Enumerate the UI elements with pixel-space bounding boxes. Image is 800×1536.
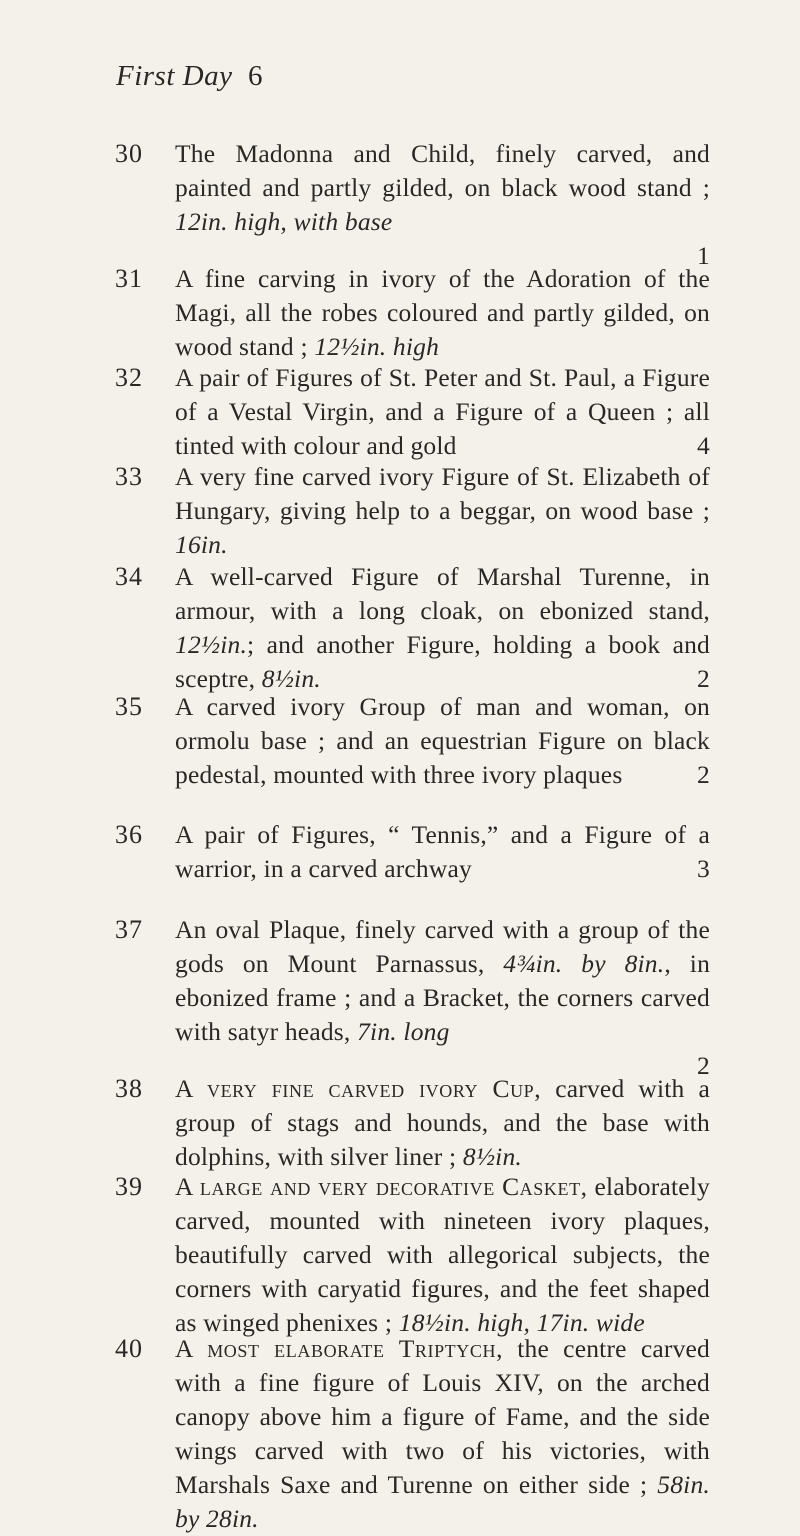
lot-number: 38 bbox=[115, 1074, 143, 1103]
lot-dimensions: 8½in. bbox=[261, 664, 321, 693]
lot-number: 31 bbox=[115, 264, 143, 293]
lot-text: carved with a group of stags and hounds, and the base with dolphins, with silver liner ; bbox=[175, 1074, 711, 1171]
lot-text: the centre carved with a fine figure of Louis XIV, on the arched canopy above him a figure of Fame, and the side wings carved with two of his victories, with Marshals Saxe and Turenne on either side ; bbox=[175, 1334, 710, 1499]
lot-dimensions: 18½in. high, 17in. wide bbox=[398, 1308, 645, 1337]
lot-text: ; and another Figure, holding a book and sceptre, bbox=[175, 630, 710, 693]
lot-description bbox=[175, 560, 710, 696]
lot-description bbox=[175, 137, 710, 273]
lot-text: The Madonna and Child, finely carved, and painted and partly gilded, on black wood stand ; bbox=[175, 139, 710, 202]
lot-quantity: 4 bbox=[697, 431, 710, 460]
lot-number: 33 bbox=[115, 462, 143, 491]
running-head bbox=[116, 60, 263, 93]
page-number: 6 bbox=[248, 60, 263, 92]
lot-description bbox=[175, 262, 710, 364]
lot-number: 34 bbox=[115, 562, 143, 591]
lot-quantity: 2 bbox=[697, 1051, 710, 1080]
lot-dimensions: 12½in. high bbox=[314, 332, 440, 361]
lot-description bbox=[175, 1072, 710, 1174]
lot-quantity: 2 bbox=[697, 664, 710, 693]
lot-dimensions: 12½in. bbox=[175, 630, 248, 659]
lot-heading: A very fine carved ivory Cup, bbox=[175, 1074, 542, 1103]
lot-number: 35 bbox=[115, 692, 143, 721]
lot-description bbox=[175, 818, 710, 886]
lot-dimensions: 7in. long bbox=[357, 1017, 450, 1046]
lot-quantity: 1 bbox=[697, 241, 710, 270]
lot-dimensions: 12in. high, with base bbox=[175, 207, 393, 236]
lot-description bbox=[175, 690, 710, 792]
lot-dimensions: 4¾in. by 8in. bbox=[503, 949, 665, 978]
lot-heading: A large and very decorative Casket, bbox=[175, 1172, 588, 1201]
lot-number: 37 bbox=[115, 915, 143, 944]
lot-dimensions: 58in. by 28in. bbox=[175, 1470, 710, 1533]
lot-dimensions: 8½in. bbox=[462, 1142, 522, 1171]
lot-text: A pair of Figures of St. Peter and St. Paul, a Figure of a Vestal Virgin, and a Figure of a Queen ; all tinted with colour and gold bbox=[175, 363, 710, 460]
lot-dimensions: 16in. bbox=[175, 530, 228, 559]
lot-heading: A most elaborate Triptych, bbox=[175, 1334, 504, 1363]
lot-description bbox=[175, 1332, 710, 1536]
lot-text: elaborately carved, mounted with nineteen ivory plaques, beautifully carved with allegorical subjects, the corners with caryatid figures, and the feet shaped as winged phenixes ; bbox=[175, 1172, 710, 1337]
lot-text: An oval Plaque, finely carved with a group of the gods on Mount Parnassus, bbox=[175, 915, 710, 978]
day-title: First Day bbox=[116, 60, 233, 92]
lot-description bbox=[175, 1170, 710, 1340]
lot-text: A pair of Figures, “ Tennis,” and a Figure of a warrior, in a carved archway bbox=[175, 820, 710, 883]
lot-description bbox=[175, 460, 710, 562]
lot-number: 32 bbox=[115, 363, 143, 392]
lot-description bbox=[175, 913, 710, 1083]
lot-text: A very fine carved ivory Figure of St. Elizabeth of Hungary, giving help to a beggar, on wood base ; bbox=[175, 462, 710, 525]
lot-number: 36 bbox=[115, 820, 143, 849]
lot-number: 30 bbox=[115, 139, 143, 168]
lot-text: A carved ivory Group of man and woman, on ormolu base ; and an equestrian Figure on black pedestal, mounted with three ivory plaques bbox=[175, 692, 710, 789]
lot-number: 40 bbox=[115, 1334, 143, 1363]
lot-quantity: 2 bbox=[697, 760, 710, 789]
lot-quantity: 3 bbox=[697, 854, 710, 883]
lot-description bbox=[175, 361, 710, 463]
lot-text: A fine carving in ivory of the Adoration of the Magi, all the robes coloured and partly gilded, on wood stand ; bbox=[175, 264, 710, 361]
lot-text: A well-carved Figure of Marshal Turenne, in armour, with a long cloak, on ebonized stand, bbox=[175, 562, 710, 625]
lot-number: 39 bbox=[115, 1172, 143, 1201]
lot-text: , in ebonized frame ; and a Bracket, the corners carved with satyr heads, bbox=[175, 949, 711, 1046]
